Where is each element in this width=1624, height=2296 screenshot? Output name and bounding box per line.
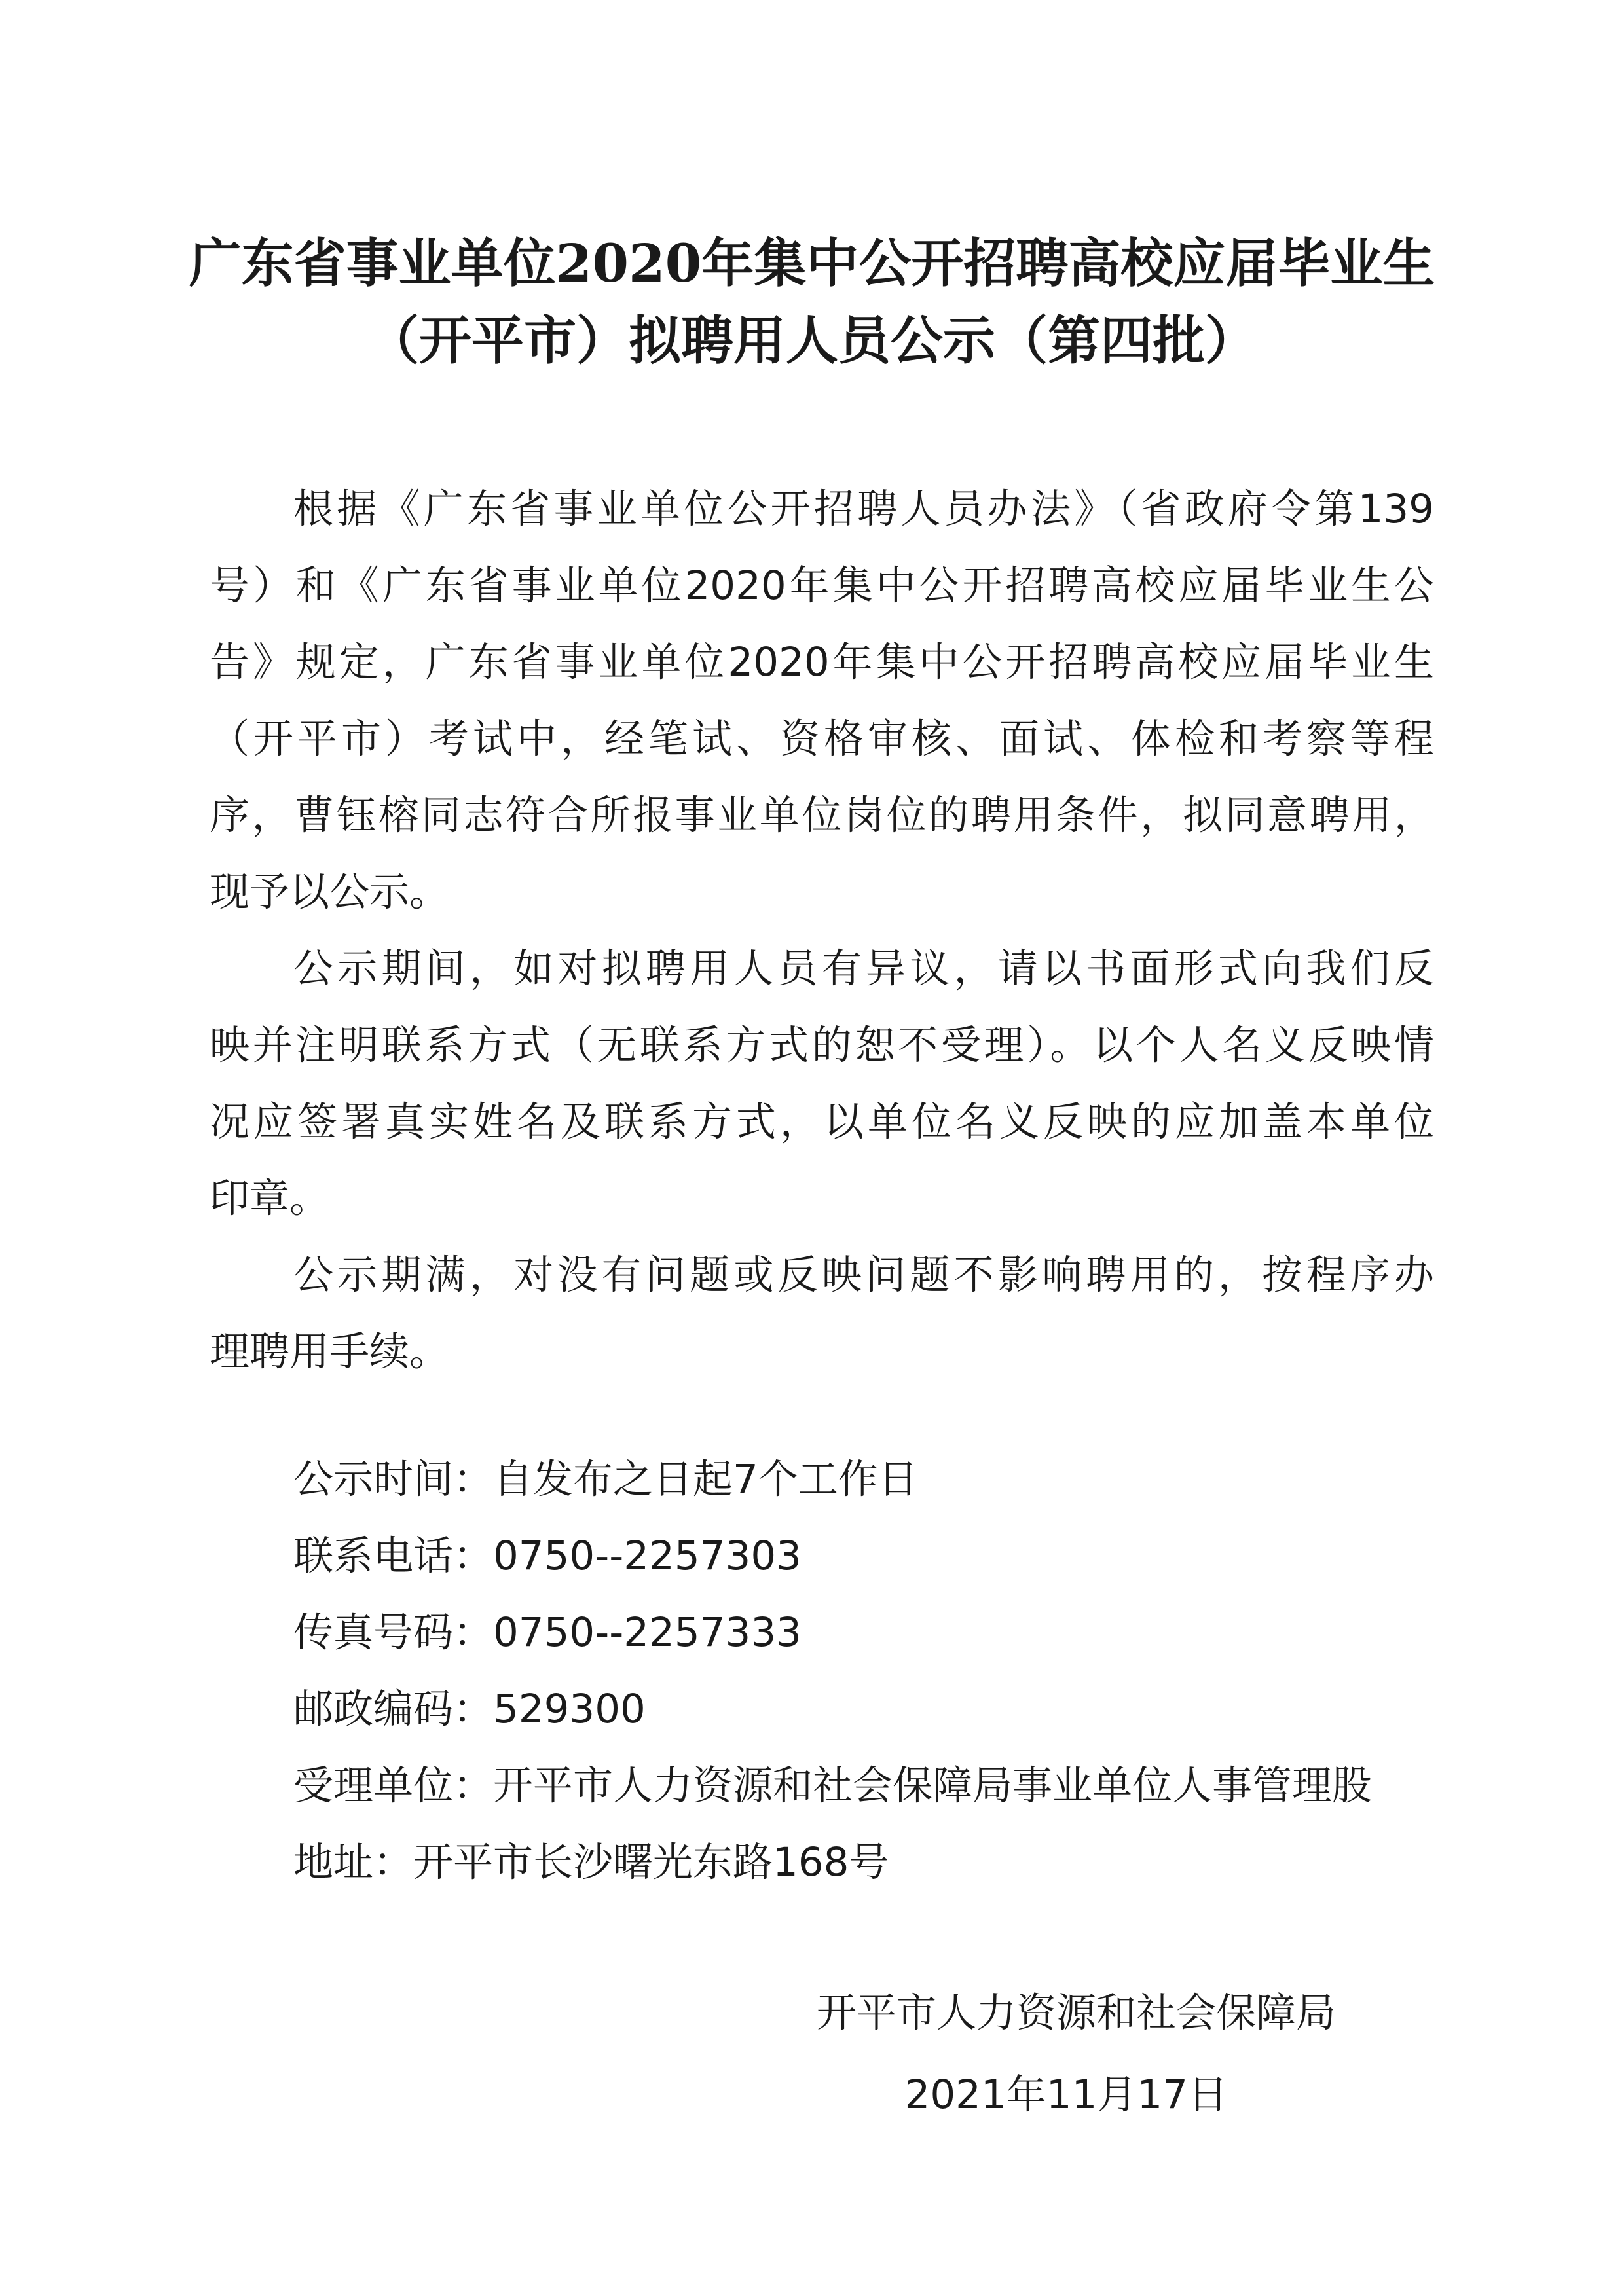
paragraph-1-line-3: 告》规定，广东省事业单位2020年集中公开招聘高校应届毕业生: [210, 639, 1434, 685]
postal-code: 邮政编码：529300: [293, 1686, 646, 1732]
paragraph-1-line-1: 根据《广东省事业单位公开招聘人员办法》（省政府令第139: [293, 486, 1434, 532]
paragraph-2-line-2: 映并注明联系方式（无联系方式的恕不受理）。以个人名义反映情: [210, 1022, 1434, 1068]
issue-date: 2021年11月17日: [904, 2071, 1228, 2118]
paragraph-2-line-1: 公示期间，如对拟聘用人员有异议，请以书面形式向我们反: [293, 945, 1434, 992]
fax-number: 传真号码：0750--2257333: [293, 1609, 802, 1656]
paragraph-1-line-5: 序，曹钰榕同志符合所报事业单位岗位的聘用条件，拟同意聘用，: [210, 792, 1434, 839]
address: 地址：开平市长沙曙光东路168号: [293, 1839, 889, 1886]
notice-period: 公示时间：自发布之日起7个工作日: [293, 1456, 918, 1503]
paragraph-1-line-6: 现予以公示。: [210, 869, 450, 915]
paragraph-3-line-1: 公示期满，对没有问题或反映问题不影响聘用的，按程序办: [293, 1252, 1434, 1298]
contact-phone: 联系电话：0750--2257303: [293, 1533, 802, 1579]
paragraph-2-line-3: 况应签署真实姓名及联系方式，以单位名义反映的应加盖本单位: [210, 1099, 1434, 1145]
receiving-unit: 受理单位：开平市人力资源和社会保障局事业单位人事管理股: [293, 1762, 1373, 1809]
document-title-line-2: （开平市）拟聘用人员公示（第四批）: [367, 310, 1257, 371]
paragraph-3-line-2: 理聘用手续。: [210, 1328, 450, 1375]
document-title-line-1: 广东省事业单位2020年集中公开招聘高校应届毕业生: [189, 232, 1435, 294]
paragraph-1-line-4: （开平市）考试中，经笔试、资格审核、面试、体检和考察等程: [210, 716, 1434, 762]
paragraph-2-line-4: 印章。: [210, 1175, 330, 1222]
paragraph-1-line-2: 号）和《广东省事业单位2020年集中公开招聘高校应届毕业生公: [210, 562, 1434, 609]
issuing-organization: 开平市人力资源和社会保障局: [816, 1990, 1336, 2036]
